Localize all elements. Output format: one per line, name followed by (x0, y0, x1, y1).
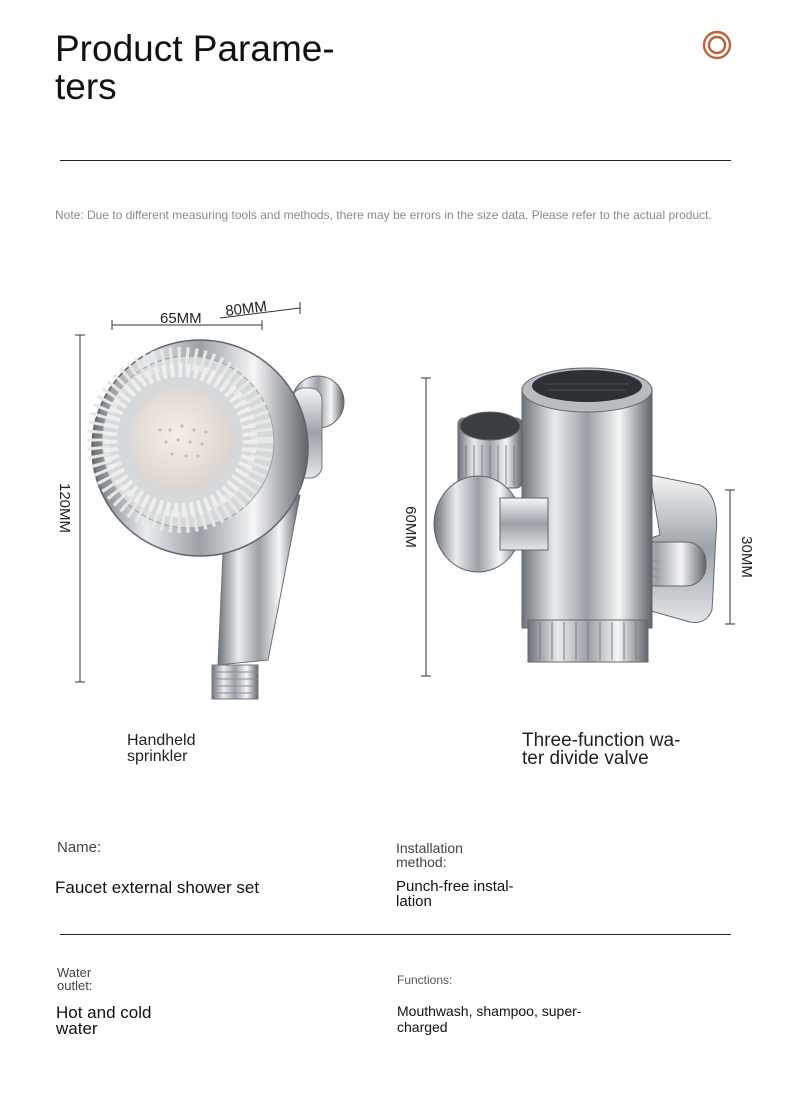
caption-valve-line2: ter divide valve (522, 748, 649, 769)
page-title (55, 30, 375, 106)
specs-divider (60, 934, 731, 935)
functions-label: Functions: (397, 973, 453, 987)
concentric-circles-icon (702, 30, 732, 60)
dim-label-80mm: 80MM (224, 298, 268, 320)
outlet-value-line2: water (56, 1019, 98, 1038)
page-title-line2: ters (55, 66, 117, 107)
outlet-label-line2: outlet: (57, 978, 93, 993)
product-illustrations (0, 280, 790, 720)
caption-handheld-line2: sprinkler (127, 748, 188, 765)
page-title-line1: Product Parame- (55, 28, 335, 69)
handheld-sprinkler-image (56, 298, 344, 699)
outlet-label-line1: Water (57, 965, 92, 980)
divide-valve-image (402, 368, 755, 676)
caption-divide-valve (522, 732, 680, 768)
install-value-line2: lation (396, 893, 432, 910)
outlet-value (56, 1005, 151, 1037)
header-divider (60, 160, 731, 161)
dim-label-120mm: 120MM (56, 482, 73, 534)
dim-label-60mm: 60MM (402, 506, 419, 548)
install-value (396, 879, 514, 909)
caption-valve-line1: Three-function wa- (522, 730, 681, 751)
functions-value (397, 1003, 581, 1035)
install-label-line1: Installation (396, 840, 463, 856)
outlet-label (57, 966, 92, 992)
caption-handheld-sprinkler (127, 733, 196, 765)
dim-label-30mm: 30MM (738, 536, 755, 578)
name-value: Faucet external shower set (55, 878, 260, 897)
functions-value-line2: charged (397, 1019, 448, 1035)
outlet-value-line1: Hot and cold (56, 1003, 152, 1022)
caption-handheld-line1: Handheld (127, 732, 196, 749)
measurement-note: Note: Due to different measuring tools and methods, there may be errors in the size data. Please refer to the actual product. (55, 208, 712, 222)
dim-label-65mm: 65MM (160, 310, 202, 327)
install-label-line2: method: (396, 854, 447, 870)
functions-value-line1: Mouthwash, shampoo, super- (397, 1003, 582, 1019)
install-value-line1: Punch-free instal- (396, 878, 514, 895)
install-label (396, 841, 463, 869)
name-label: Name: (57, 839, 102, 856)
